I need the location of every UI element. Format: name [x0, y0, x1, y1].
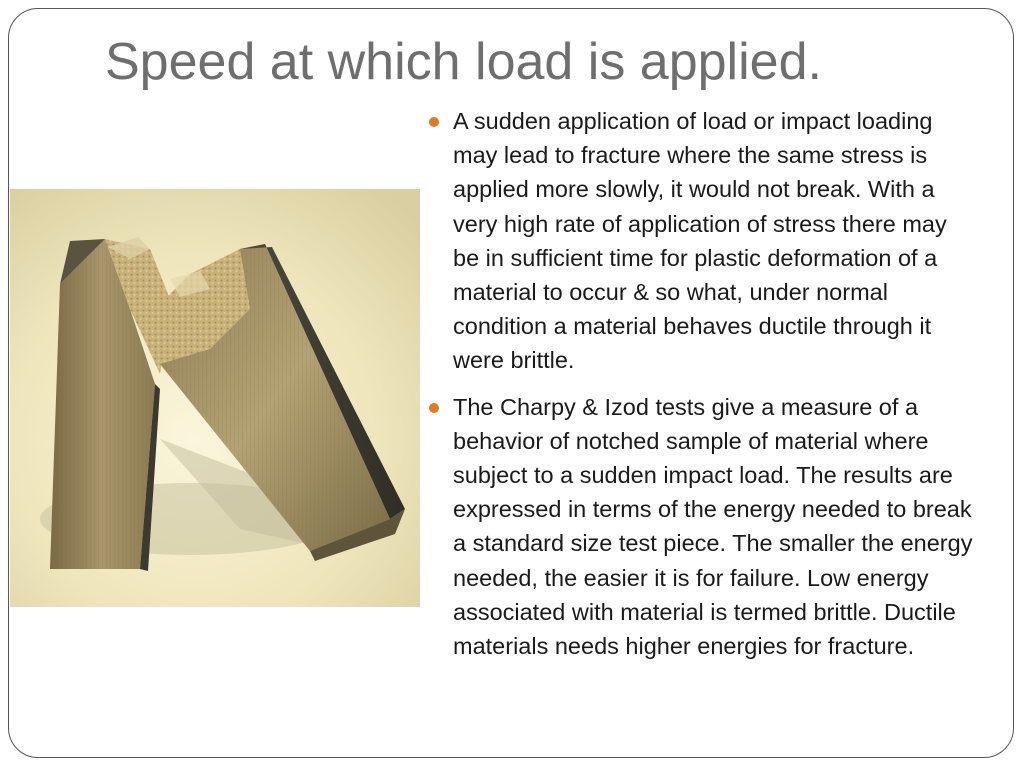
bullet-icon [429, 403, 439, 413]
bullet-item [427, 104, 977, 378]
slide [8, 8, 1014, 758]
bullet-text: The Charpy & Izod tests give a measure of a behavior of notched sample of material where subject to a sudden impact load. The results are expressed in terms of the energy needed to break a standard size test piece. The smaller the energy needed, the easier it is for failure. Low energy associated with material is termed brittle. Ductile materials needs higher energies for fracture. [453, 393, 973, 660]
bullet-list [427, 104, 977, 675]
fractured-specimen-photo [10, 189, 420, 607]
bullet-text: A sudden application of load or impact loading may lead to fracture where the same stress is applied more slowly, it would not break. With a very high rate of application of stress there may be in sufficient time for plastic deformation of a material to occur & so what, under normal condition a material behaves ductile through it were brittle. [453, 108, 947, 374]
bullet-icon [429, 117, 439, 127]
bullet-item [427, 390, 977, 664]
slide-title: Speed at which load is applied. [105, 33, 822, 91]
